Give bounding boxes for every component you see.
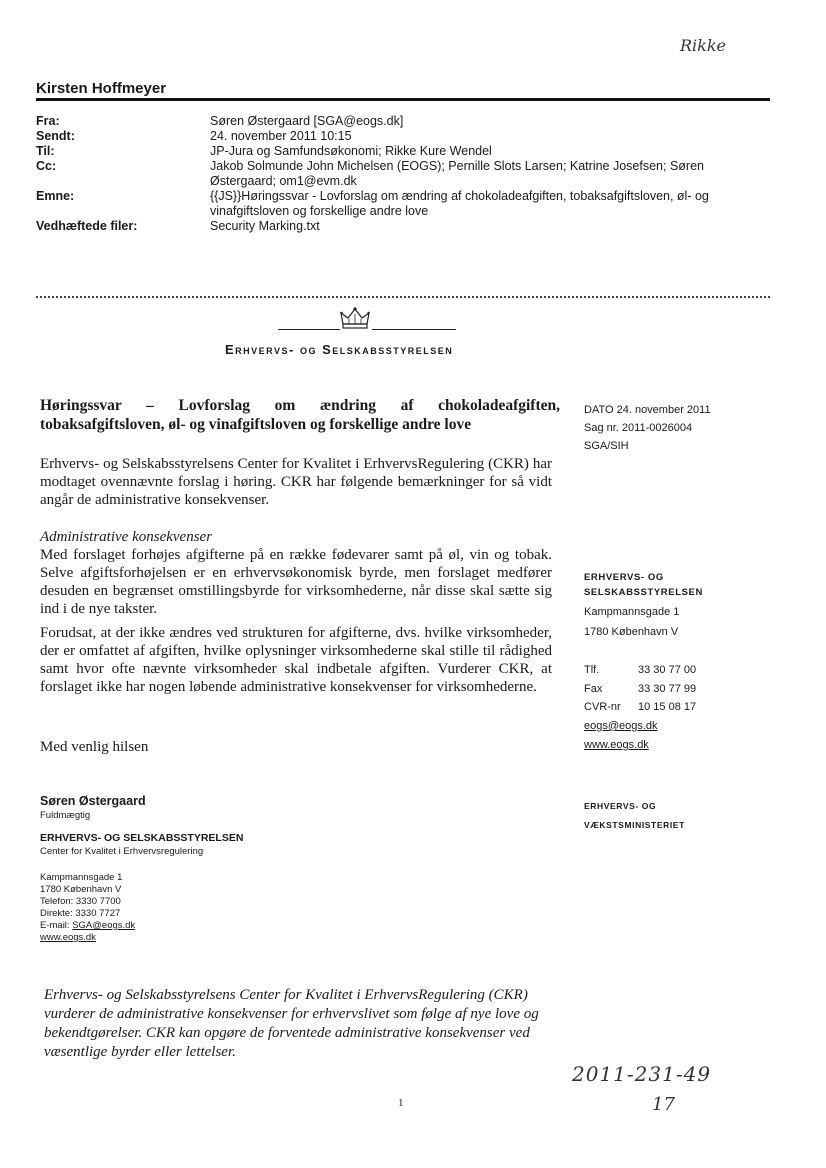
signature-email-label: E-mail: <box>40 920 73 931</box>
rc-agency-line2: SELSKABSSTYRELSEN <box>584 587 703 598</box>
from-label: Fra: <box>36 114 60 128</box>
from-value: Søren Østergaard [SGA@eogs.dk] <box>210 114 404 128</box>
letterhead-line-right <box>372 329 456 330</box>
cc-label: Cc: <box>36 159 57 173</box>
signature-title: Fuldmægtig <box>40 810 91 821</box>
rc-fax-value: 33 30 77 99 <box>638 683 697 695</box>
document-title: Høringssvar – Lovforslag om ændring af chokoladeafgiften, tobaksafgiftsloven, øl- og vinafgiftsloven og forskellige andre love <box>40 397 560 433</box>
handwritten-page-mark: 17 <box>652 1094 675 1115</box>
signature-email-line <box>40 920 135 932</box>
agency-name: Erhvervs- og Selskabsstyrelsen <box>225 342 454 357</box>
subject-label: Emne: <box>36 189 75 203</box>
rc-fax <box>584 681 696 697</box>
body-paragraph-1: Med forslaget forhøjes afgifterne på en række fødevarer samt på øl, vin og tobak. Selve afgiftsforhøjelsen er en erhvervsøkonomisk byrde, men forslaget medfører desuden en begrænset omstillingsbyrde for virksomhederne, når disse skal sætte sig ind i de nye takster. <box>40 547 552 617</box>
rc-email-link[interactable]: eogs@eogs.dk <box>584 720 658 732</box>
signature-street: Kampmannsgade 1 <box>40 872 123 883</box>
rc-cvr-value: 10 15 08 17 <box>638 701 697 713</box>
rc-agency-line1: ERHVERVS- OG <box>584 572 664 583</box>
signature-unit: Center for Kvalitet i Erhvervsregulering <box>40 846 204 857</box>
rc-street: Kampmannsgade 1 <box>584 606 680 618</box>
to-value: JP-Jura og Samfundsøkonomi; Rikke Kure Wendel <box>210 144 492 158</box>
handwritten-initials: Rikke <box>680 36 727 55</box>
crown-icon <box>340 306 370 332</box>
intro-paragraph: Erhvervs- og Selskabsstyrelsens Center for Kvalitet i ErhvervsRegulering (CKR) har modtaget ovennævnte forslag i høring. CKR har følgende bemærkninger for så vidt angår de administrative konsekvenser. <box>40 456 552 508</box>
signature-direct: Direkte: 3330 7727 <box>40 908 121 919</box>
rc-city: 1780 København V <box>584 626 679 638</box>
rc-web-link[interactable]: www.eogs.dk <box>584 739 649 751</box>
page-number: 1 <box>398 1097 404 1109</box>
cc-value: Jakob Solmunde John Michelsen (EOGS); Pernille Slots Larsen; Katrine Josefsen; Søren Østergaard; om1@evm.dk <box>210 159 704 188</box>
subject-value: {{JS}}Høringssvar - Lovforslag om ændring af chokoladeafgiften, tobaksafgiftsloven, øl- og vinafgiftsloven og forskellige andre love <box>210 189 709 218</box>
signature-org: ERHVERVS- OG SELSKABSSTYRELSEN <box>40 832 244 844</box>
footer-note: Erhvervs- og Selskabsstyrelsens Center for Kvalitet i ErhvervsRegulering (CKR) vurderer de administrative konsekvenser for erhvervslivet som følge af nye love og bekendtgørelser. CKR kan opgøre de forventede administrative konsekvenser ved væsentlige byrder eller lettelser. <box>44 987 539 1060</box>
section-separator <box>36 296 770 298</box>
sent-value: 24. november 2011 10:15 <box>210 129 352 143</box>
case-number: Sag nr. 2011-0026004 <box>584 422 693 434</box>
email-sender-name: Kirsten Hoffmeyer <box>36 80 167 97</box>
letterhead-line-left <box>278 329 340 330</box>
section-heading: Administrative konsekvenser <box>40 529 213 545</box>
document-date: DATO 24. november 2011 <box>584 404 711 416</box>
signature-web-link[interactable]: www.eogs.dk <box>40 932 96 943</box>
initials: SGA/SIH <box>584 440 629 452</box>
to-label: Til: <box>36 144 55 158</box>
sent-label: Sendt: <box>36 129 75 143</box>
signature-phone: Telefon: 3330 7700 <box>40 896 121 907</box>
rc-phone <box>584 662 696 678</box>
rc-ministry-line2: VÆKSTSMINISTERIET <box>584 820 685 830</box>
rc-phone-label: Tlf. <box>584 664 600 676</box>
rc-ministry-line1: ERHVERVS- OG <box>584 801 657 811</box>
signature-city: 1780 København V <box>40 884 122 895</box>
handwritten-case-number: 2011-231-49 <box>572 1062 712 1086</box>
signature-email-link[interactable]: SGA@eogs.dk <box>72 920 136 931</box>
attachments-label: Vedhæftede filer: <box>36 219 138 233</box>
attachment-file[interactable]: Security Marking.txt <box>210 219 320 233</box>
signature-name: Søren Østergaard <box>40 794 146 808</box>
rc-cvr <box>584 699 696 715</box>
closing-greeting: Med venlig hilsen <box>40 739 149 755</box>
rc-fax-label: Fax <box>584 683 603 695</box>
body-paragraph-2: Forudsat, at der ikke ændres ved strukturen for afgifterne, dvs. hvilke virksomheder, der er omfattet af afgiften, hvilke oplysninger virksomhederne skal stille til rådighed samt hvor ofte nævnte virksomheder skal indbetale afgiften. Vurderer CKR, at forslaget ikke har nogen løbende administrative konsekvenser for virksomhederne. <box>40 625 552 695</box>
rc-cvr-label: CVR-nr <box>584 701 621 713</box>
rc-phone-value: 33 30 77 00 <box>638 664 697 676</box>
header-divider <box>36 98 770 101</box>
